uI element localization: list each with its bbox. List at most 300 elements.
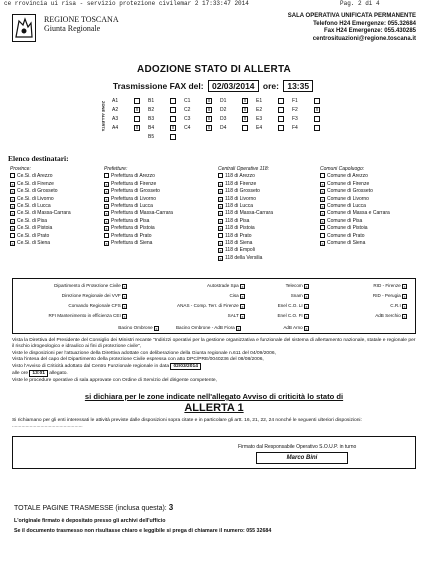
- distribution-label: C.R.I: [390, 303, 402, 308]
- recipient-row: [104, 210, 173, 217]
- org-sub: Giunta Regionale: [44, 24, 101, 33]
- premise-4a: Visto l'Avviso di Criticità adottato dal Centro Funzionale regionale in data: [12, 364, 170, 370]
- zone-label: ZONE ALLERTA: [101, 100, 106, 132]
- recipient-label: Comune di Arezzo: [327, 173, 368, 180]
- zone-checkbox[interactable]: [314, 98, 320, 104]
- recipient-checkbox[interactable]: x: [321, 196, 324, 202]
- recipient-checkbox[interactable]: [218, 233, 223, 238]
- recipient-row: [320, 203, 390, 210]
- recipient-row: [104, 203, 173, 210]
- recipient-checkbox[interactable]: x: [105, 241, 108, 247]
- recipient-label: Prefettura di Pistoia: [111, 225, 155, 232]
- recipient-label: Ce.Si. di Firenze: [17, 180, 54, 187]
- distribution-checkbox[interactable]: x: [155, 326, 158, 331]
- distribution-checkbox[interactable]: x: [241, 304, 244, 309]
- recipient-row: [10, 188, 71, 195]
- recipient-checkbox[interactable]: [10, 233, 15, 238]
- recipient-label: 118 di Pisa: [225, 217, 250, 224]
- distribution-label: RFI Mantenimento in efficienza CEI: [48, 313, 122, 318]
- fax-header-left: ce rrovincia ui risa - servizio protezione civilemar 2 17:33:47 2014: [4, 0, 249, 7]
- zone-cell: [145, 133, 179, 141]
- distribution-label: Bacino Ombrone: [118, 325, 154, 330]
- distribution-item: [390, 303, 409, 309]
- distribution-checkbox[interactable]: x: [403, 314, 406, 319]
- distribution-label: AdB Serchio: [375, 313, 402, 318]
- recipient-row: [104, 225, 173, 232]
- zone-cell: [253, 115, 287, 123]
- distribution-item: [228, 313, 247, 319]
- recipient-label: Prefettura di Lucca: [111, 203, 153, 210]
- distribution-item: [230, 293, 247, 299]
- declaration-line: si dichiara per le zone indicate nell'allegato Avviso di criticità lo stato di: [84, 392, 344, 401]
- recipient-checkbox[interactable]: x: [219, 241, 222, 247]
- premise-2: Viste le disposizioni per l'attuazione della Direttiva adottate con deliberazione della Giunta regionale n.611 del 04/09/2006,: [12, 350, 276, 356]
- zone-checkbox[interactable]: [134, 116, 140, 122]
- zone-cell: [289, 97, 323, 105]
- distribution-item: [207, 283, 247, 289]
- distribution-checkbox[interactable]: x: [241, 314, 244, 319]
- recipient-row: [218, 196, 273, 203]
- recipient-checkbox[interactable]: x: [11, 241, 14, 247]
- recipient-checkbox[interactable]: x: [105, 204, 108, 210]
- regione-toscana-logo-icon: [12, 14, 36, 42]
- zone-checkbox[interactable]: x: [243, 98, 247, 104]
- zone-name: B2: [148, 107, 155, 113]
- recipient-row: [104, 196, 173, 203]
- recipient-label: Comune di Prato: [327, 232, 365, 239]
- transmission-date: 02/03/2014: [208, 80, 259, 92]
- zone-cell: [253, 124, 287, 132]
- recipient-label: Prefettura di Firenze: [111, 180, 157, 187]
- recipient-row: [218, 210, 273, 217]
- recipient-column-heading: Province:: [10, 166, 31, 172]
- recipient-row: [218, 225, 273, 232]
- zone-name: B4: [148, 125, 155, 131]
- zone-name: E1: [256, 98, 263, 104]
- distribution-label: RID - Perugia: [372, 293, 402, 298]
- zone-checkbox[interactable]: [278, 125, 284, 131]
- recipients-heading: Elenco destinatari:: [8, 154, 69, 163]
- distribution-item: [49, 313, 129, 319]
- avviso-date: 02/03/2014: [170, 363, 200, 370]
- recipient-label: 118 di Lucca: [225, 203, 253, 210]
- signature-name: Marco Bini: [256, 452, 348, 464]
- recipient-row: [218, 247, 273, 254]
- recipient-label: Ce.Si. di Grosseto: [17, 188, 58, 195]
- recipient-label: Prefettura di Pisa: [111, 217, 150, 224]
- contact-block: [288, 13, 416, 43]
- signature-box: [12, 436, 416, 469]
- distribution-label: SALT: [227, 313, 240, 318]
- recipient-checkbox[interactable]: x: [105, 218, 108, 224]
- premise-1: Vista la Direttiva del Presidente del Consiglio dei Ministri recante "Indirizzi operativi per la gestione organizzativa e funzionale del sistema di allertamento nazionale, statale e regionale per il rischio idrogeologico e idraulico ai fini di protezione civile",: [12, 338, 416, 350]
- recipient-checkbox[interactable]: x: [219, 196, 222, 202]
- recipient-label: Comune di Lucca: [327, 203, 366, 210]
- recipient-checkbox[interactable]: x: [219, 226, 222, 232]
- recipient-label: 118 di Siena: [225, 240, 253, 247]
- recipient-checkbox[interactable]: [320, 173, 325, 178]
- recipient-row: [10, 218, 71, 225]
- distribution-label: AdB Arno: [283, 325, 304, 330]
- distribution-checkbox[interactable]: x: [237, 326, 240, 331]
- recipient-label: Prefettura di Arezzo: [111, 173, 155, 180]
- recipient-row: [10, 240, 71, 247]
- distribution-label: Enel C.O. FI: [277, 313, 304, 318]
- recipient-checkbox[interactable]: x: [219, 204, 222, 210]
- recipient-checkbox[interactable]: [320, 233, 325, 238]
- premise-5: Viste le procedure operative di sala approvate con Ordine di Servizio del dirigente competente,: [12, 377, 217, 383]
- recipient-row: [320, 240, 390, 247]
- recipient-checkbox[interactable]: x: [11, 226, 14, 232]
- recipient-label: 118 di Prato: [225, 232, 252, 239]
- recipient-row: [104, 240, 173, 247]
- recipient-row: [104, 233, 173, 240]
- distribution-checkbox[interactable]: x: [123, 314, 126, 319]
- recipient-label: 118 di Firenze: [225, 180, 257, 187]
- zone-cell: [145, 106, 179, 114]
- zone-checkbox[interactable]: x: [243, 107, 247, 113]
- contact-line: SALA OPERATIVA UNIFICATA PERMANENTE: [287, 13, 416, 19]
- distribution-box: [12, 278, 416, 334]
- recipient-column-heading: Prefetture:: [104, 166, 128, 172]
- zone-cell: [217, 124, 251, 132]
- recipient-row: [218, 188, 273, 195]
- zone-checkbox[interactable]: x: [207, 107, 211, 113]
- distribution-item: [277, 313, 311, 319]
- premise-4c: allegato.: [49, 371, 68, 377]
- recipient-checkbox[interactable]: x: [11, 189, 14, 195]
- zone-name: B1: [148, 98, 155, 104]
- distribution-checkbox[interactable]: x: [241, 294, 244, 299]
- fax-header: [0, 0, 428, 9]
- zone-cell: [217, 106, 251, 114]
- distribution-label: Snam: [290, 293, 304, 298]
- recipient-label: Ce.Si. di Livorno: [17, 195, 54, 202]
- distribution-item: [278, 303, 311, 309]
- premises-text: [12, 338, 416, 384]
- recipient-label: Ce.Si. di Prato: [17, 232, 50, 239]
- distribution-checkbox[interactable]: x: [305, 304, 308, 309]
- recipient-label: Comune di Grosseto: [327, 188, 373, 195]
- recipient-row: [10, 225, 71, 232]
- recipient-row: [218, 173, 273, 180]
- zone-checkbox[interactable]: [278, 98, 284, 104]
- distribution-label: Enel C.O. LI: [277, 303, 304, 308]
- recipient-row: [320, 233, 390, 240]
- zone-checkbox[interactable]: [170, 116, 176, 122]
- recipient-checkbox[interactable]: x: [11, 211, 14, 217]
- recipient-label: Ce.Si. di Pisa: [17, 217, 48, 224]
- zone-cell: [217, 97, 251, 105]
- distribution-label: Dipartimento di Protezione Civile: [54, 283, 122, 288]
- recipient-checkbox[interactable]: [104, 233, 109, 238]
- transmission-time: 13:35: [283, 80, 313, 92]
- recipient-label: Comune di Firenze: [327, 180, 370, 187]
- recipient-row: [10, 210, 71, 217]
- zone-cell: [253, 97, 287, 105]
- recipient-label: Prefettura di Massa-Carrara: [111, 210, 173, 217]
- recipient-row: [218, 240, 273, 247]
- recipient-checkbox[interactable]: x: [219, 218, 222, 224]
- zone-name: A1: [112, 98, 119, 104]
- recipient-label: Comune di Massa e Carrara: [327, 210, 390, 217]
- distribution-label: RID - Firenze: [373, 283, 402, 288]
- zone-checkbox[interactable]: [170, 98, 176, 104]
- zone-checkbox[interactable]: [242, 125, 248, 131]
- distribution-checkbox[interactable]: x: [305, 326, 308, 331]
- recipient-row: [218, 218, 273, 225]
- recipient-label: Prefettura di Prato: [111, 232, 152, 239]
- zone-cell: [109, 106, 143, 114]
- signature-label: Firmato dal Responsabile Operativo S.O.U.P. in turno: [238, 444, 357, 450]
- zone-cell: [253, 106, 287, 114]
- distribution-checkbox[interactable]: x: [305, 284, 308, 289]
- zone-checkbox[interactable]: x: [135, 125, 139, 131]
- recipient-checkbox[interactable]: [10, 173, 15, 178]
- zone-checkbox[interactable]: x: [207, 98, 211, 104]
- provisions-text: Si richiamano per gli enti interessati le attività previste dalle disposizioni sopra citate e in particolare gli artt. 16, 21, 22, 24 nonché le seguenti ulteriori disposizioni: ....................................................: [12, 418, 362, 430]
- recipient-checkbox[interactable]: x: [321, 204, 324, 210]
- zone-checkbox[interactable]: [314, 125, 320, 131]
- distribution-checkbox[interactable]: x: [403, 284, 406, 289]
- transmission-ore-label: ore:: [262, 81, 279, 91]
- recipient-checkbox[interactable]: x: [11, 204, 14, 210]
- recipient-row: [104, 181, 173, 188]
- zone-name: E3: [256, 116, 263, 122]
- zone-cell: [289, 106, 323, 114]
- distribution-checkbox[interactable]: x: [123, 304, 126, 309]
- zone-cell: [145, 97, 179, 105]
- recipient-checkbox[interactable]: x: [219, 189, 222, 195]
- zone-checkbox[interactable]: [170, 134, 176, 140]
- recipient-row: [10, 233, 71, 240]
- recipient-label: 118 della Versilia: [225, 254, 263, 261]
- zone-checkbox[interactable]: [278, 116, 284, 122]
- recipient-row: [320, 225, 390, 232]
- zone-checkbox[interactable]: x: [243, 116, 247, 122]
- zone-name: F1: [292, 98, 298, 104]
- recipient-checkbox[interactable]: x: [105, 196, 108, 202]
- recipient-row: [320, 173, 390, 180]
- recipient-checkbox[interactable]: x: [105, 211, 108, 217]
- recipient-checkbox[interactable]: x: [321, 211, 324, 217]
- zone-name: A4: [112, 125, 119, 131]
- org-name: REGIONE TOSCANA: [44, 15, 119, 24]
- recipient-label: Prefettura di Livorno: [111, 195, 157, 202]
- distribution-checkbox[interactable]: x: [403, 304, 406, 309]
- recipient-column-heading: Centrali Operative 118:: [218, 166, 270, 172]
- total-pages: [14, 503, 173, 512]
- alert-level: ALLERTA 1: [184, 402, 244, 414]
- recipient-label: 118 di Grosseto: [225, 188, 260, 195]
- zone-name: C3: [184, 116, 191, 122]
- contact-email: centrosituazioni@regione.toscana.it: [312, 35, 416, 42]
- zone-name: A3: [112, 116, 119, 122]
- fax-header-page: Pag. 2 di 4: [340, 0, 380, 7]
- zone-checkbox[interactable]: x: [171, 125, 175, 131]
- recipient-checkbox[interactable]: x: [105, 189, 108, 195]
- recipient-label: Ce.Si. di Lucca: [17, 203, 51, 210]
- zone-checkbox[interactable]: x: [315, 107, 319, 113]
- zone-cell: [109, 97, 143, 105]
- distribution-label: Bacino Ombrone - AdB Fiora: [175, 325, 236, 330]
- recipient-checkbox[interactable]: x: [219, 255, 222, 261]
- recipient-label: Prefettura di Grosseto: [111, 188, 160, 195]
- recipient-label: Comune di Pistoia: [327, 225, 368, 232]
- total-pages-label: TOTALE PAGINE TRASMESSE (inclusa questa):: [14, 505, 167, 512]
- recipient-label: Ce.Si. di Siena: [17, 240, 51, 247]
- zone-cell: [145, 124, 179, 132]
- zone-cell: [145, 115, 179, 123]
- org-block: [44, 15, 119, 33]
- recipient-label: 118 di Livorno: [225, 195, 257, 202]
- recipient-checkbox[interactable]: [320, 225, 325, 230]
- recipient-checkbox[interactable]: x: [321, 241, 324, 247]
- distribution-checkbox[interactable]: x: [123, 294, 126, 299]
- recipient-row: [320, 181, 390, 188]
- zone-name: A2: [112, 107, 119, 113]
- distribution-label: Direzione Regionale dei VVF: [61, 293, 122, 298]
- recipient-checkbox[interactable]: x: [321, 181, 324, 187]
- contact-line: Fax H24 Emergenze: 055.430285: [323, 28, 416, 34]
- distribution-checkbox[interactable]: x: [305, 314, 308, 319]
- zone-name: D2: [220, 107, 227, 113]
- distribution-item: [373, 283, 409, 289]
- recipient-checkbox[interactable]: x: [11, 218, 14, 224]
- distribution-item: [373, 293, 409, 299]
- zone-checkbox[interactable]: x: [135, 107, 139, 113]
- recipient-row: [104, 188, 173, 195]
- recipient-checkbox[interactable]: x: [219, 211, 222, 217]
- recipient-label: 118 di Arezzo: [225, 173, 255, 180]
- recipient-row: [104, 173, 173, 180]
- recipient-row: [10, 173, 71, 180]
- recipient-label: Comune di Siena: [327, 240, 366, 247]
- recipient-label: 118 di Massa-Carrara: [225, 210, 273, 217]
- distribution-item: [176, 325, 243, 331]
- transmission-label: Trasmissione FAX del:: [112, 81, 204, 91]
- zone-cell: [217, 115, 251, 123]
- distribution-item: [118, 325, 161, 331]
- distribution-item: [375, 313, 409, 319]
- zone-name: F2: [292, 107, 298, 113]
- zone-checkbox[interactable]: [134, 98, 140, 104]
- distribution-item: [68, 303, 129, 309]
- zone-cell: [181, 106, 215, 114]
- recipient-label: Ce.Si. di Pistoia: [17, 225, 53, 232]
- recipient-checkbox[interactable]: x: [105, 181, 108, 187]
- distribution-checkbox[interactable]: x: [305, 294, 308, 299]
- contact-line: Telefono H24 Emergenze: 055.32684: [313, 20, 416, 27]
- avviso-time: 13:01: [29, 370, 48, 377]
- zone-cell: [181, 97, 215, 105]
- zone-name: B3: [148, 116, 155, 122]
- zone-checkbox[interactable]: [314, 116, 320, 122]
- recipient-checkbox[interactable]: [104, 173, 109, 178]
- zone-checkbox[interactable]: x: [207, 116, 211, 122]
- recipient-row: [10, 181, 71, 188]
- distribution-checkbox[interactable]: x: [241, 284, 244, 289]
- zone-checkbox[interactable]: [278, 107, 284, 113]
- legibility-note: Se il documento trasmesso non risultasse chiaro e leggibile si prega di chiamare il numero: 055 32684: [14, 528, 272, 534]
- recipient-checkbox[interactable]: x: [219, 181, 222, 187]
- distribution-item: [177, 303, 247, 309]
- recipient-label: Prefettura di Siena: [111, 240, 153, 247]
- premise-4b: alle ore: [12, 371, 29, 377]
- zone-name: E2: [256, 107, 263, 113]
- recipient-row: [104, 218, 173, 225]
- distribution-label: ANAS - Comp. Terr. di Firenze: [177, 303, 240, 308]
- zone-name: F4: [292, 125, 298, 131]
- premise-3: Vista l'intesa del capo del Dipartimento della protezione Civile espressa con atto DPC/PRE/0040236 del 08/08/2006,: [12, 356, 264, 362]
- original-note: L'originale firmato è depositato presso gli archivi dell'ufficio: [14, 518, 166, 524]
- recipient-checkbox[interactable]: [218, 173, 223, 178]
- recipient-checkbox[interactable]: x: [105, 226, 108, 232]
- recipient-checkbox[interactable]: x: [11, 196, 14, 202]
- recipient-label: Comune di Livorno: [327, 195, 369, 202]
- recipient-column: [104, 166, 173, 247]
- recipient-checkbox[interactable]: x: [219, 248, 222, 254]
- recipient-row: [320, 196, 390, 203]
- zone-cell: [181, 124, 215, 132]
- recipient-label: Comune di Pisa: [327, 217, 363, 224]
- premise-4: [12, 363, 416, 378]
- recipient-column: [218, 166, 273, 262]
- distribution-label: Telecom: [285, 283, 304, 288]
- zone-name: C4: [184, 125, 191, 131]
- recipient-checkbox[interactable]: x: [321, 218, 324, 224]
- zone-cell: [289, 115, 323, 123]
- recipient-row: [320, 188, 390, 195]
- recipient-label: 118 di Empoli: [225, 247, 255, 254]
- zone-checkbox[interactable]: [170, 107, 176, 113]
- recipient-checkbox[interactable]: x: [321, 189, 324, 195]
- zone-cell: [289, 124, 323, 132]
- recipient-label: 118 di Pistoia: [225, 225, 255, 232]
- recipient-label: Ce.Si. di Arezzo: [17, 173, 53, 180]
- distribution-item: [286, 283, 311, 289]
- distribution-checkbox[interactable]: x: [403, 294, 406, 299]
- recipient-row: [218, 255, 273, 262]
- zone-name: D4: [220, 125, 227, 131]
- zone-name: C1: [184, 98, 191, 104]
- recipient-row: [320, 210, 390, 217]
- document-title: ADOZIONE STATO DI ALLERTA: [137, 64, 291, 75]
- zone-name: D3: [220, 116, 227, 122]
- distribution-label: Cisa: [229, 293, 240, 298]
- zone-name: C2: [184, 107, 191, 113]
- recipient-checkbox[interactable]: x: [11, 181, 14, 187]
- distribution-item: [54, 283, 129, 289]
- recipient-column-heading: Comuni Capoluogo:: [320, 166, 365, 172]
- transmission-line: [0, 80, 428, 92]
- zone-name: D1: [220, 98, 227, 104]
- distribution-item: [283, 325, 311, 331]
- recipient-row: [10, 196, 71, 203]
- distribution-label: Autostrade Spa: [207, 283, 240, 288]
- zone-cell: [109, 115, 143, 123]
- distribution-checkbox[interactable]: x: [123, 284, 126, 289]
- recipient-row: [10, 203, 71, 210]
- zone-checkbox[interactable]: x: [207, 125, 211, 131]
- recipient-row: [218, 181, 273, 188]
- recipient-row: [218, 203, 273, 210]
- recipient-row: [218, 233, 273, 240]
- recipient-row: [320, 218, 390, 225]
- zone-name: B5: [148, 134, 155, 140]
- recipient-label: Ce.Si. di Massa-Carrara: [17, 210, 71, 217]
- zone-name: E4: [256, 125, 263, 131]
